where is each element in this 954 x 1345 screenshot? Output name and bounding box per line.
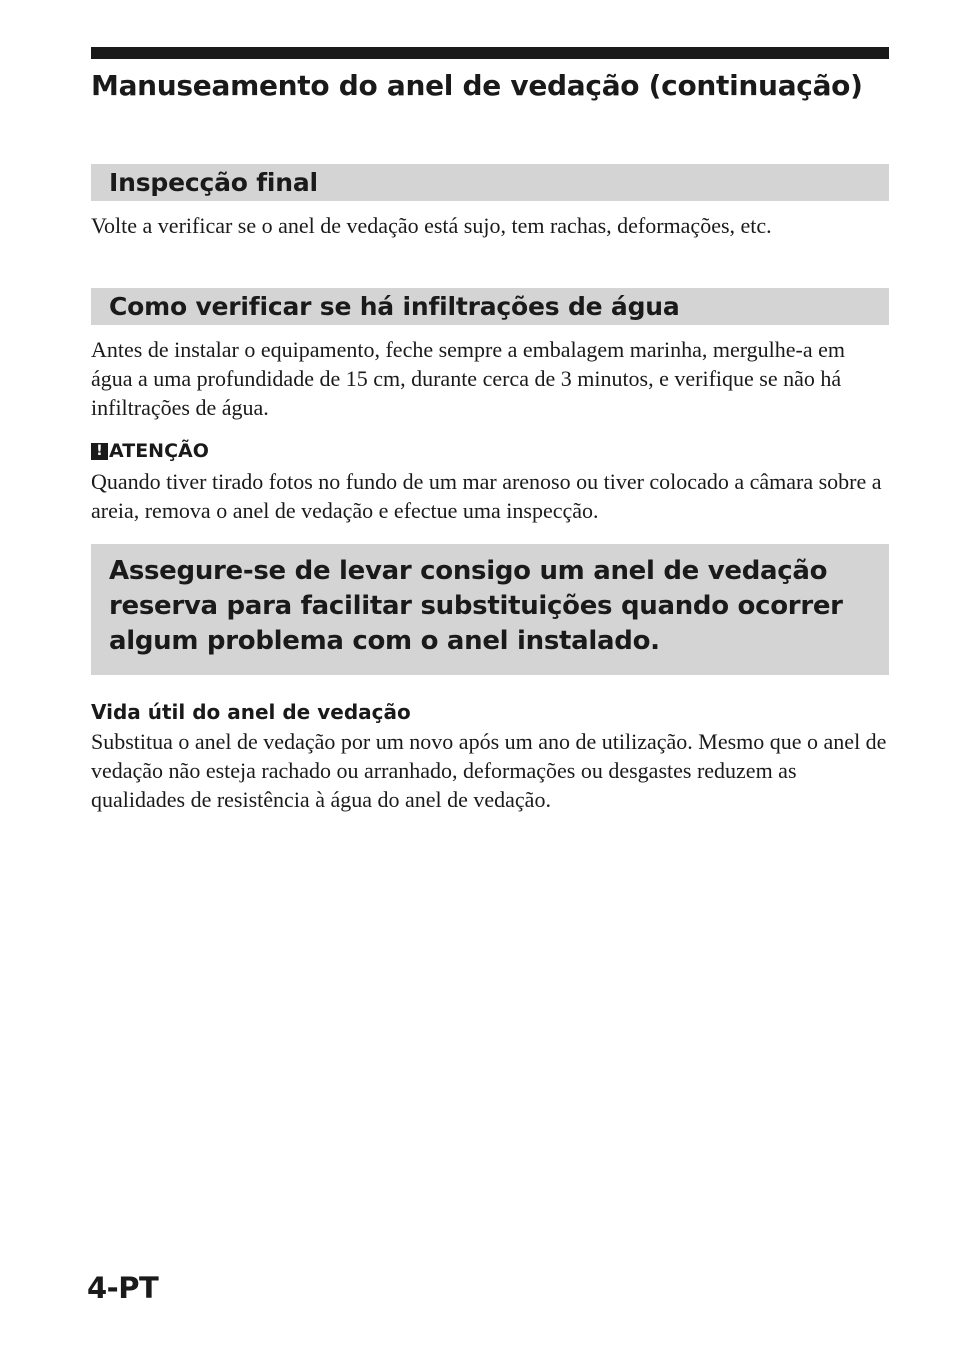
final-inspection-text: Volte a verificar se o anel de vedação está sujo, tem rachas, deformações, etc. [91, 213, 772, 238]
caution-label: ATENÇÃO [109, 440, 209, 462]
lifespan-heading: Vida útil do anel de vedação [91, 700, 411, 724]
caution-icon: ! [91, 443, 108, 460]
water-leak-check-text: Antes de instalar o equipamento, feche sempre a embalagem marinha, mergulhe-a em água a uma profundidade de 15 cm, durante cerca de 3 minutos, e verifique se não há infiltrações de água. [91, 337, 846, 420]
top-rule [91, 47, 889, 59]
page-title: Manuseamento do anel de vedação (continuação) [91, 69, 863, 102]
caution-heading [91, 438, 209, 464]
section-heading-water-leak-check: Como verificar se há infiltrações de água [91, 288, 889, 325]
section-heading-final-inspection: Inspecção final [91, 164, 889, 201]
caution-text: Quando tiver tirado fotos no fundo de um mar arenoso ou tiver colocado a câmara sobre a areia, remova o anel de vedação e efectue uma inspecção. [91, 469, 882, 523]
page-number: 4-PT [87, 1271, 159, 1305]
spare-ring-notice: Assegure-se de levar consigo um anel de vedação reserva para facilitar substituições quando ocorrer algum problema com o anel instalado. [91, 544, 889, 675]
lifespan-text: Substitua o anel de vedação por um novo após um ano de utilização. Mesmo que o anel de vedação não esteja rachado ou arranhado, deformações ou desgastes reduzem as qualidades de resistência à água do anel de vedação. [91, 729, 887, 812]
